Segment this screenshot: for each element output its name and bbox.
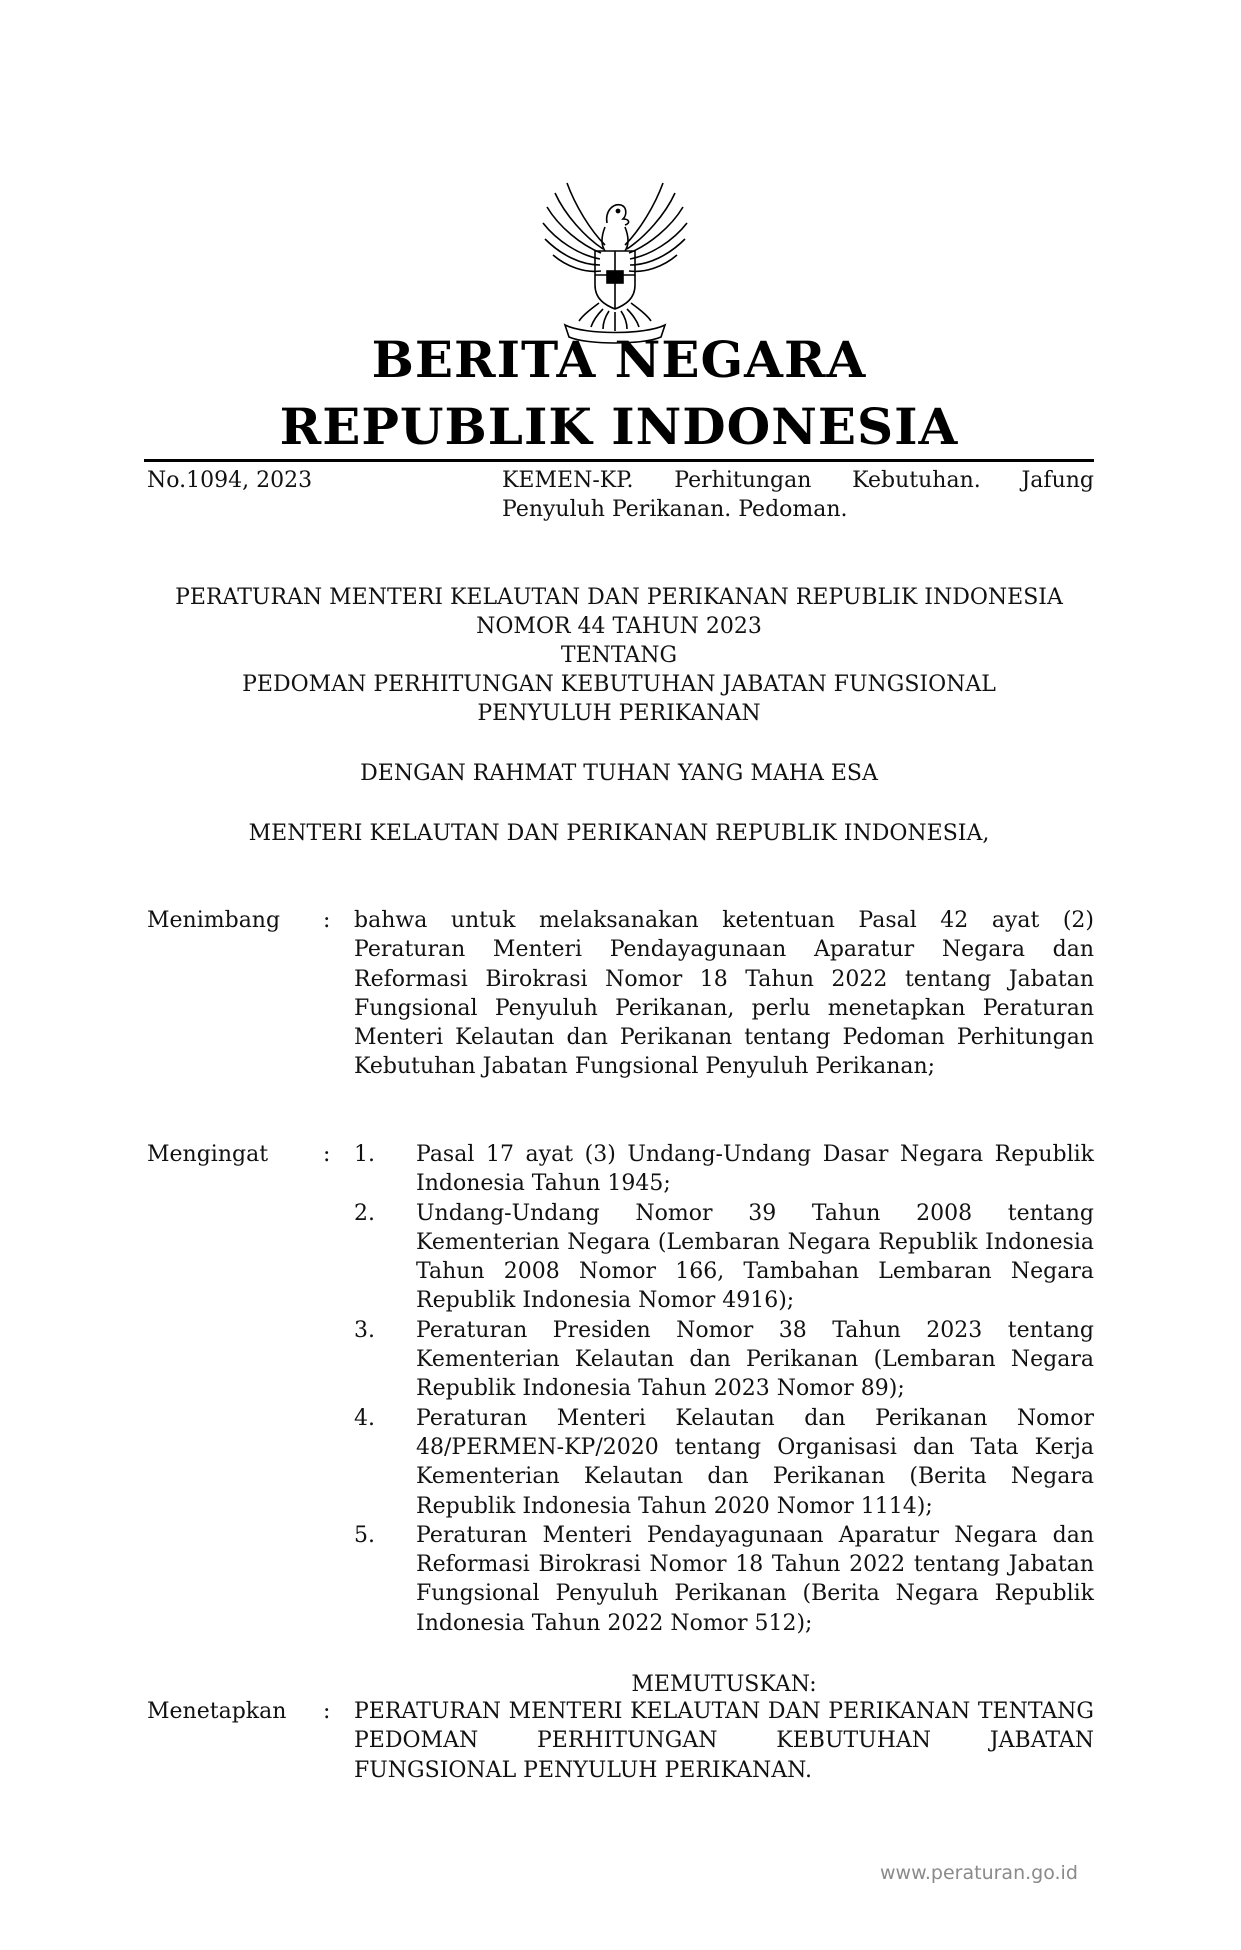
legal-basis-item (354, 1404, 1094, 1521)
establish-colon: : (323, 1699, 331, 1724)
considering-label: Menimbang (147, 908, 281, 933)
regulation-title-line4: PEDOMAN PERHITUNGAN KEBUTUHAN JABATAN FUNGSIONAL (242, 672, 996, 697)
regulation-title-line3: TENTANG (560, 643, 678, 668)
remembering-label: Mengingat (147, 1142, 269, 1167)
legal-basis-text: Peraturan Menteri Pendayagunaan Aparatur Negara dan Reformasi Birokrasi Nomor 18 Tahun 2022 tentang Jabatan Fungsional Penyuluh Perikanan (Berita Negara Republik Indonesia Tahun 2022 Nomor 512); (416, 1522, 1094, 1636)
grace-statement: DENGAN RAHMAT TUHAN YANG MAHA ESA (360, 761, 878, 786)
legal-basis-text: Peraturan Menteri Kelautan dan Perikanan Nomor 48/PERMEN-KP/2020 tentang Organisasi dan Tata Kerja Kementerian Kelautan dan Perikanan (Berita Negara Republik Indonesia Tahun 2020 Nomor 1114); (416, 1405, 1094, 1519)
regulation-title-line5: PENYULUH PERIKANAN (477, 701, 761, 726)
gazette-number: No.1094, 2023 (147, 468, 313, 493)
legal-basis-number: 1. (354, 1142, 375, 1167)
gazette-subject-line1: KEMEN-KP. Perhitungan Kebutuhan. Jafung (502, 468, 1094, 493)
garuda-emblem-icon (535, 175, 695, 345)
legal-basis-list (354, 1140, 1094, 1638)
remembering-colon: : (323, 1142, 331, 1167)
establish-label: Menetapkan (147, 1699, 287, 1724)
regulation-title (144, 583, 1094, 728)
regulation-title-line1: PERATURAN MENTERI KELAUTAN DAN PERIKANAN REPUBLIK INDONESIA (175, 585, 1063, 610)
minister-statement: MENTERI KELAUTAN DAN PERIKANAN REPUBLIK INDONESIA, (248, 821, 990, 846)
decision-heading: MEMUTUSKAN: (631, 1672, 817, 1697)
gazette-subject (502, 466, 1094, 524)
legal-basis-number: 2. (354, 1200, 375, 1226)
legal-basis-item (354, 1521, 1094, 1638)
legal-basis-text: Undang-Undang Nomor 39 Tahun 2008 tentang Kementerian Negara (Lembaran Negara Republik Indonesia Tahun 2008 Nomor 166, Tambahan Lembaran Negara Republik Indonesia Nomor 4916); (416, 1200, 1094, 1314)
gazette-subject-line2: Penyuluh Perikanan. Pedoman. (502, 497, 848, 522)
legal-basis-item (354, 1199, 1094, 1316)
masthead-title-line2: REPUBLIK INDONESIA (279, 397, 959, 456)
considering-colon: : (323, 908, 331, 933)
establish-text: PERATURAN MENTERI KELAUTAN DAN PERIKANAN TENTANG PEDOMAN PERHITUNGAN KEBUTUHAN JABATAN FUNGSIONAL PENYULUH PERIKANAN. (354, 1699, 1094, 1783)
legal-basis-number: 5. (354, 1522, 375, 1548)
legal-basis-number: 3. (354, 1317, 375, 1343)
masthead-divider (144, 459, 1094, 462)
legal-basis-text: Pasal 17 ayat (3) Undang-Undang Dasar Negara Republik Indonesia Tahun 1945; (416, 1142, 1094, 1197)
masthead-title-line1: BERITA NEGARA (371, 330, 867, 389)
regulation-title-line2: NOMOR 44 TAHUN 2023 (476, 614, 762, 639)
legal-basis-item (354, 1140, 1094, 1199)
considering-text: bahwa untuk melaksanakan ketentuan Pasal 42 ayat (2) Peraturan Menteri Pendayagunaan Aparatur Negara dan Reformasi Birokrasi Nomor 18 Tahun 2022 tentang Jabatan Fungsional Penyuluh Perikanan, perlu menetapkan Peraturan Menteri Kelautan dan Perikanan tentang Pedoman Perhitungan Kebutuhan Jabatan Fungsional Penyuluh Perikanan; (354, 908, 1094, 1080)
legal-basis-number: 4. (354, 1405, 375, 1431)
legal-basis-item (354, 1316, 1094, 1404)
source-url-link[interactable]: www.peraturan.go.id (880, 1862, 1078, 1884)
legal-basis-text: Peraturan Presiden Nomor 38 Tahun 2023 tentang Kementerian Kelautan dan Perikanan (Lembaran Negara Republik Indonesia Tahun 2023 Nomor 89); (416, 1317, 1094, 1402)
